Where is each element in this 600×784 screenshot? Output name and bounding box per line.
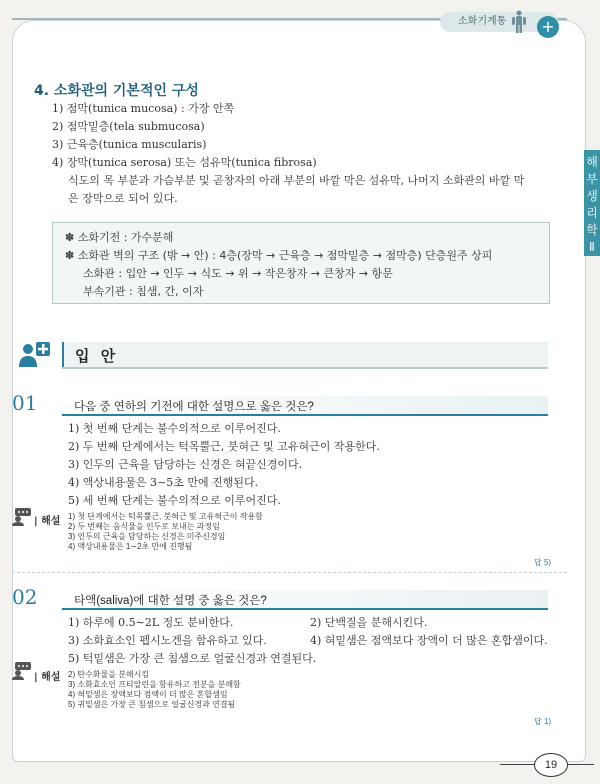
explanation-line: 3) 소화효소인 프티알린을 함유하고 전분을 분해함 xyxy=(68,680,241,689)
answer-label: 답 5) xyxy=(534,558,552,567)
summary-row: ✽ 소화관 벽의 구조 (밖 → 안) : 4층(장막 → 근육층 → 점막밑층 → 점막층) 단층원주 상피 xyxy=(65,249,493,262)
banner-accent xyxy=(62,342,64,368)
question-number: 01 xyxy=(12,391,38,415)
option: 3) 소화효소인 펩시노겐을 함유하고 있다. xyxy=(68,634,267,647)
plus-icon: + xyxy=(537,16,559,38)
option: 3) 인두의 근육을 담당하는 신경은 혀끝신경이다. xyxy=(68,458,303,471)
explain-label: | 해설 xyxy=(34,672,61,683)
option: 1) 첫 번째 단계는 불수의적으로 이루어진다. xyxy=(68,422,281,435)
explanation-line: 4) 액상내용물은 1∼2초 만에 진행됨 xyxy=(68,542,193,551)
banner-rule xyxy=(62,367,548,369)
doctor-plus-icon xyxy=(18,340,52,368)
question-text: 타액(saliva)에 대한 설명 중 옳은 것은? xyxy=(74,595,267,607)
list-item: 1) 점막(tunica mucosa) : 가장 안쪽 xyxy=(52,102,235,115)
explain-speech-icon xyxy=(12,662,32,680)
explanation-line: 4) 혀밑샘은 장액보다 점액이 더 많은 혼합샘임 xyxy=(68,690,228,699)
option: 4) 혀밑샘은 점액보다 장액이 더 많은 혼합샘이다. xyxy=(310,634,548,647)
paragraph: 은 장막으로 되어 있다. xyxy=(68,192,178,205)
explanation-line: 5) 귀밑샘은 가장 큰 침샘으로 얼굴신경과 연결됨 xyxy=(68,700,236,709)
list-item: 3) 근육층(tunica muscularis) xyxy=(52,138,207,151)
side-tab-char: 생 xyxy=(586,189,598,203)
summary-row: 부속기관 : 침샘, 간, 이자 xyxy=(83,285,204,298)
side-tab-char: 해 xyxy=(586,155,598,169)
side-tab-char: Ⅱ xyxy=(589,240,595,254)
human-figure-icon xyxy=(510,10,528,34)
explain-speech-icon xyxy=(12,508,32,526)
side-tab-char: 리 xyxy=(586,206,598,220)
summary-row: 소화관 : 입안 → 인두 → 식도 → 위 → 작은창자 → 큰창자 → 항문 xyxy=(83,267,393,280)
side-tab xyxy=(584,150,600,256)
divider xyxy=(12,572,567,573)
explanation-line: 1) 첫 단계에서는 턱목뿔근, 붓혀근 및 고유혀근이 작용함 xyxy=(68,512,263,521)
option: 4) 액상내용물은 3∼5초 만에 진행된다. xyxy=(68,476,259,489)
side-tab-char: 학 xyxy=(586,223,598,237)
explanation-line: 3) 인두의 근육을 담당하는 신경은 미주신경임 xyxy=(68,532,226,541)
side-tab-char: 부 xyxy=(586,172,598,186)
explanation-line: 2) 두 번째는 음식물을 인두로 보내는 과정임 xyxy=(68,522,220,531)
explain-label: | 해설 xyxy=(34,516,61,527)
option: 5) 세 번째 단계는 불수의적으로 이루어진다. xyxy=(68,494,281,507)
option: 1) 하루에 0.5∼2L 정도 분비한다. xyxy=(68,616,234,629)
section-title: 4. 소화관의 기본적인 구성 xyxy=(34,83,199,99)
paragraph: 식도의 목 부분과 가슴부분 및 곧창자의 아래 부분의 바깥 막은 섬유막, 나머지 소화관의 바깥 막 xyxy=(68,174,525,187)
option: 2) 단백질을 분해시킨다. xyxy=(310,616,428,629)
list-item: 2) 점막밑층(tela submucosa) xyxy=(52,120,205,133)
summary-box xyxy=(52,222,550,304)
explanation-line: 2) 탄수화물을 분해시킴 xyxy=(68,670,150,679)
section-label: 소화기계통 xyxy=(440,12,558,32)
page-number: 19 xyxy=(534,753,568,777)
option: 2) 두 번째 단계에서는 턱목뿔근, 붓혀근 및 고유혀근이 작용한다. xyxy=(68,440,380,453)
question-number: 02 xyxy=(12,585,38,609)
banner-background xyxy=(62,342,548,368)
banner-title: 입 안 xyxy=(75,347,119,365)
question-text: 다음 중 연하의 기전에 대한 설명으로 옳은 것은? xyxy=(74,401,314,413)
list-item: 4) 장막(tunica serosa) 또는 섬유막(tunica fibrosa) xyxy=(52,156,317,169)
option: 5) 턱밑샘은 가장 큰 침샘으로 얼굴신경과 연결된다. xyxy=(68,652,317,665)
summary-row: ✽ 소화기전 : 가수분해 xyxy=(65,231,174,244)
answer-label: 답 1) xyxy=(534,717,552,726)
